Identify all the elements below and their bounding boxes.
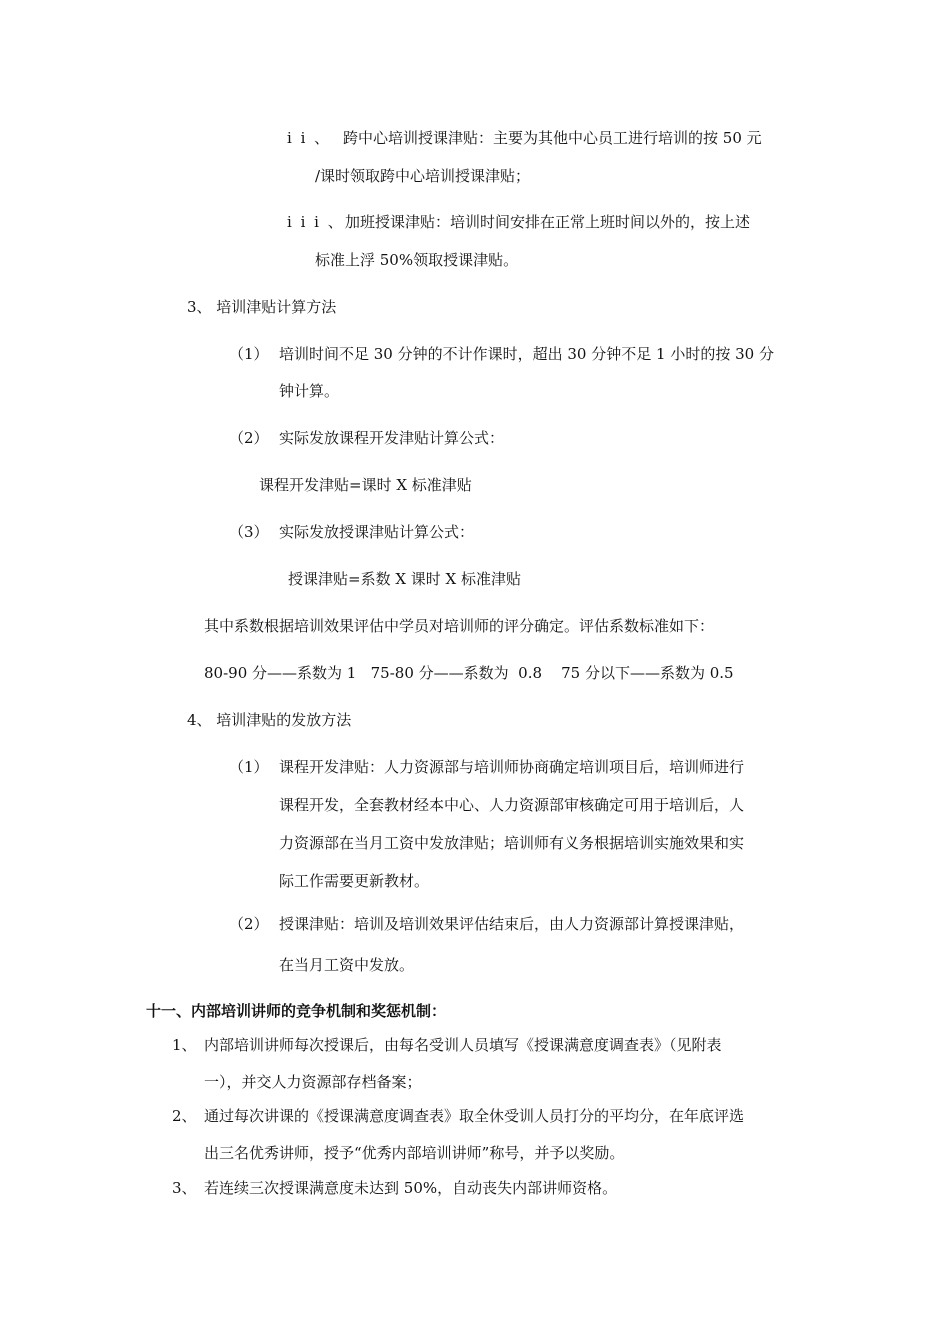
sec3-p2-text: 实际发放课程开发津贴计算公式： bbox=[279, 429, 505, 447]
list-marker-iii: i i i 、 bbox=[287, 213, 345, 231]
sec4-p1-line1: 课程开发津贴：人力资源部与培训师协商确定培训项目后，培训师进行 bbox=[279, 758, 745, 776]
sec4-p2-line2: 在当月工资中发放。 bbox=[279, 956, 415, 974]
sec11-marker-1: 1、 bbox=[172, 1036, 197, 1054]
sec11-marker-3: 3、 bbox=[172, 1179, 197, 1197]
sec3-marker-3: （3） bbox=[229, 523, 269, 541]
sec11-item2-line1: 通过每次讲课的《授课满意度调查表》取全休受训人员打分的平均分，在年底评选 bbox=[204, 1107, 745, 1125]
sec11-item1-line1: 内部培训讲师每次授课后，由每名受训人员填写《授课满意度调查表》（见附表 bbox=[204, 1036, 722, 1054]
sec3-marker-1: （1） bbox=[229, 345, 269, 363]
sec3-p3-text: 实际发放授课津贴计算公式： bbox=[279, 523, 475, 541]
sec4-marker-1: （1） bbox=[229, 758, 269, 776]
sec4-p2-line1: 授课津贴：培训及培训效果评估结束后，由人力资源部计算授课津贴， bbox=[279, 915, 745, 933]
section-4-heading: 4、 培训津贴的发放方法 bbox=[187, 711, 352, 729]
list-marker-ii: i i 、 bbox=[287, 129, 332, 147]
sec3-p1-line1: 培训时间不足 30 分钟的不计作课时，超出 30 分钟不足 1 小时的按 30 分 bbox=[279, 345, 774, 363]
item-iii-line2: 标准上浮 50%领取授课津贴。 bbox=[315, 251, 519, 269]
sec4-marker-2: （2） bbox=[229, 915, 269, 933]
sec4-p1-line3: 力资源部在当月工资中发放津贴；培训师有义务根据培训实施效果和实 bbox=[279, 834, 745, 852]
sec4-p1-line4: 际工作需要更新教材。 bbox=[279, 872, 430, 890]
sec3-marker-2: （2） bbox=[229, 429, 269, 447]
item-iii-line1: 加班授课津贴：培训时间安排在正常上班时间以外的，按上述 bbox=[345, 213, 751, 231]
item-ii-line2: /课时领取跨中心培训授课津贴； bbox=[315, 167, 531, 185]
sec11-item2-line2: 出三名优秀讲师，授予“优秀内部培训讲师”称号，并予以奖励。 bbox=[204, 1144, 625, 1162]
sec4-p1-line2: 课程开发，全套教材经本中心、人力资源部审核确定可用于培训后，人 bbox=[279, 796, 745, 814]
section-11-heading: 十一、内部培训讲师的竞争机制和奖惩机制： bbox=[146, 1002, 447, 1020]
formula-course-dev: 课程开发津贴=课时 X 标准津贴 bbox=[259, 476, 472, 494]
formula-teaching: 授课津贴=系数 X 课时 X 标准津贴 bbox=[288, 570, 521, 588]
coefficient-note: 其中系数根据培训效果评估中学员对培训师的评分确定。评估系数标准如下： bbox=[204, 617, 715, 635]
sec3-p1-line2: 钟计算。 bbox=[279, 382, 340, 400]
sec11-item3-line1: 若连续三次授课满意度未达到 50%，自动丧失内部讲师资格。 bbox=[204, 1179, 618, 1197]
item-ii-line1: 跨中心培训授课津贴：主要为其他中心员工进行培训的按 50 元 bbox=[343, 129, 762, 147]
sec11-item1-line2: 一），并交人力资源部存档备案； bbox=[204, 1073, 422, 1091]
sec11-marker-2: 2、 bbox=[172, 1107, 197, 1125]
section-3-heading: 3、 培训津贴计算方法 bbox=[187, 298, 337, 316]
coefficient-table: 80-90 分——系数为 1 75-80 分——系数为 0.8 75 分以下——系数为 0.5 bbox=[204, 664, 734, 682]
